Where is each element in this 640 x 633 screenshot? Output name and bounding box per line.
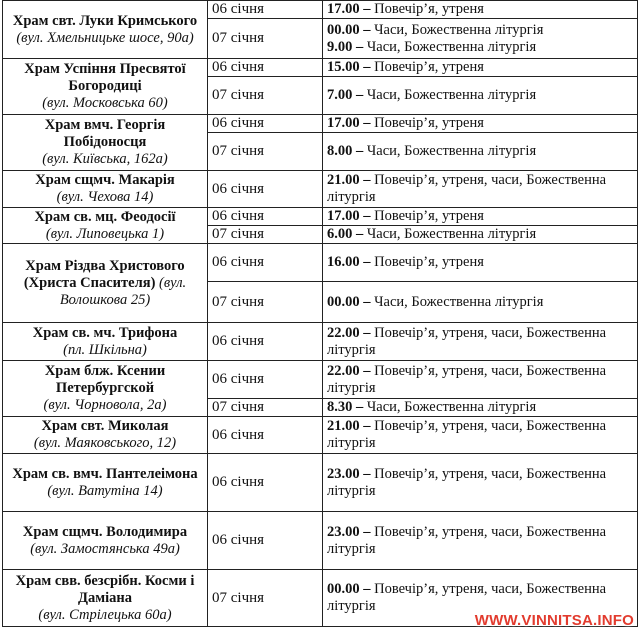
service-text: Часи, Божественна літургія [374, 293, 544, 310]
church-cell [3, 208, 208, 244]
church-address: (вул. Хмельницьке шосе, 90а) [16, 29, 194, 46]
service-entry [327, 1, 633, 18]
service-dash: – [363, 59, 371, 75]
date-cell: 06 січня [208, 1, 323, 19]
church-address: (вул. Чорновола, 2а) [43, 397, 167, 413]
service-dash: – [363, 115, 371, 131]
date-cell: 06 січня [208, 361, 323, 399]
service-entry [327, 208, 633, 225]
service-text: Часи, Божественна літургія [366, 399, 537, 415]
service-time: 00.00 [327, 293, 360, 310]
date-cell: 06 січня [208, 454, 323, 512]
church-address: (вул. Ватутіна 14) [47, 482, 163, 499]
service-entry [327, 87, 633, 104]
service-entry [327, 399, 633, 416]
service-time: 15.00 [327, 59, 360, 75]
service-text: Повечір’я, утреня, часи, Божественна літургія [327, 172, 607, 205]
services-cell [323, 226, 638, 244]
date-cell: 07 січня [208, 399, 323, 417]
schedule-row [3, 361, 638, 399]
church-cell [3, 570, 208, 627]
services-cell [323, 244, 638, 282]
church-address: (вул. Чехова 14) [56, 189, 154, 205]
service-time: 7.00 [327, 87, 353, 103]
services-cell [323, 115, 638, 133]
church-cell [3, 1, 208, 59]
service-time: 23.00 [327, 465, 360, 482]
site-watermark: WWW.VINNITSA.INFO [474, 612, 634, 629]
date-cell: 06 січня [208, 323, 323, 361]
service-time: 21.00 [327, 418, 360, 434]
date-cell: 07 січня [208, 226, 323, 244]
service-time: 8.30 [327, 399, 353, 415]
service-text: Повечір’я, утреня [374, 208, 484, 224]
service-entry [327, 143, 633, 160]
service-text: Повечір’я, утреня, часи, Божественна літургія [327, 362, 607, 396]
church-cell [3, 361, 208, 417]
schedule-row [3, 208, 638, 226]
church-name: Храм свт. Миколая [41, 418, 169, 434]
schedule-row [3, 59, 638, 77]
service-time: 8.00 [327, 143, 353, 159]
services-cell [323, 59, 638, 77]
schedule-row [3, 323, 638, 361]
services-cell [323, 454, 638, 512]
church-address: (вул. Липовецька 1) [45, 225, 165, 242]
date-cell: 06 січня [208, 59, 323, 77]
service-text: Повечір’я, утреня, часи, Божественна літургія [327, 465, 607, 499]
services-cell [323, 512, 638, 570]
service-dash: – [356, 399, 364, 415]
schedule-row [3, 417, 638, 454]
service-entry [327, 524, 633, 558]
services-cell [323, 208, 638, 226]
service-text: Повечір’я, утреня [374, 59, 484, 75]
service-dash: – [363, 293, 371, 310]
service-time: 17.00 [327, 115, 360, 131]
church-name: Храм сщмч. Володимира [22, 523, 188, 540]
service-dash: – [363, 324, 371, 341]
service-entry [327, 581, 633, 615]
services-cell [323, 19, 638, 59]
church-address: (пл. Шкільна) [63, 341, 147, 358]
date-cell: 07 січня [208, 282, 323, 323]
service-time: 22.00 [327, 324, 360, 341]
service-time: 23.00 [327, 523, 360, 540]
services-cell [323, 361, 638, 399]
service-dash: – [356, 226, 364, 242]
service-dash: – [356, 87, 364, 103]
church-address: (вул. Замостянська 49а) [30, 540, 180, 557]
services-cell [323, 282, 638, 323]
date-cell: 07 січня [208, 570, 323, 627]
service-entry [327, 254, 633, 271]
date-cell: 06 січня [208, 417, 323, 454]
church-address: (вул. Московська 60) [42, 95, 168, 111]
service-text: Повечір’я, утреня, часи, Божественна літургія [327, 418, 607, 451]
services-cell [323, 417, 638, 454]
service-entry [327, 22, 633, 39]
service-dash: – [356, 38, 364, 55]
service-dash: – [363, 254, 371, 270]
service-entry [327, 172, 633, 206]
service-dash: – [363, 21, 371, 38]
date-cell: 06 січня [208, 115, 323, 133]
church-cell [3, 323, 208, 361]
church-cell [3, 59, 208, 115]
service-text: Повечір’я, утреня [374, 1, 484, 17]
date-cell: 06 січня [208, 244, 323, 282]
service-time: 22.00 [327, 362, 360, 379]
church-address-prefix: (вул. [159, 274, 187, 291]
service-dash: – [363, 208, 371, 224]
service-dash: – [363, 581, 371, 597]
date-cell: 07 січня [208, 77, 323, 115]
service-entry [327, 226, 633, 243]
date-cell: 06 січня [208, 512, 323, 570]
service-dash: – [363, 465, 371, 482]
church-cell [3, 454, 208, 512]
service-time: 00.00 [327, 21, 360, 38]
service-entry [327, 39, 633, 56]
church-cell [3, 417, 208, 454]
services-cell [323, 77, 638, 115]
service-text: Часи, Божественна літургія [374, 21, 544, 38]
church-name: Храм св. вмч. Пантелеімона [12, 465, 198, 482]
schedule-row [3, 244, 638, 282]
service-entry [327, 466, 633, 500]
service-text: Повечір’я, утреня [374, 254, 484, 270]
schedule-body [3, 1, 638, 627]
church-name: Храм св. мч. Трифона [32, 324, 178, 341]
service-time: 00.00 [327, 581, 360, 597]
church-name: Храм свт. Луки Кримського [12, 12, 198, 29]
service-text: Часи, Божественна літургія [366, 87, 537, 103]
schedule-table [2, 0, 638, 627]
service-text: Повечір’я, утреня, часи, Божественна літургія [327, 581, 607, 614]
schedule-row [3, 454, 638, 512]
service-text: Повечір’я, утреня, часи, Божественна літургія [327, 523, 607, 557]
service-dash: – [363, 172, 371, 188]
service-entry [327, 363, 633, 397]
church-address: Волошкова 25) [59, 291, 151, 308]
service-time: 16.00 [327, 254, 360, 270]
services-cell [323, 1, 638, 19]
service-entry [327, 294, 633, 311]
church-address: (вул. Стрілецька 60а) [38, 606, 172, 623]
service-dash: – [363, 1, 371, 17]
service-dash: – [363, 418, 371, 434]
service-entry [327, 325, 633, 359]
church-name: Храм св. мц. Феодосії [34, 208, 176, 225]
church-address: (вул. Маяковського, 12) [33, 435, 177, 451]
service-dash: – [363, 523, 371, 540]
service-entry [327, 115, 633, 132]
service-time: 6.00 [327, 226, 353, 242]
service-time: 17.00 [327, 208, 360, 224]
church-cell [3, 512, 208, 570]
services-cell [323, 323, 638, 361]
church-name: Храм Успіння Пресвятої Богородиці [24, 61, 186, 94]
service-time: 17.00 [327, 1, 360, 17]
service-text: Повечір’я, утреня, часи, Божественна літургія [327, 324, 607, 358]
service-dash: – [363, 362, 371, 379]
service-time: 9.00 [327, 38, 353, 55]
date-cell: 06 січня [208, 171, 323, 208]
church-name: Храм блж. Ксении Петербургской [44, 363, 166, 396]
church-cell [3, 171, 208, 208]
church-cell [3, 244, 208, 323]
service-entry [327, 418, 633, 452]
church-address: (вул. Київська, 162а) [42, 151, 168, 167]
schedule-row [3, 171, 638, 208]
services-cell [323, 171, 638, 208]
date-cell: 06 січня [208, 208, 323, 226]
church-name: Храм сщмч. Макарія [35, 172, 175, 188]
church-name: Храм вмч. Георгія Побідоносця [44, 117, 166, 150]
service-text: Часи, Божественна літургія [366, 143, 537, 159]
church-name: Храм свв. безсрібн. Косми і Даміана [15, 572, 195, 606]
date-cell: 07 січня [208, 19, 323, 59]
schedule-row [3, 512, 638, 570]
church-cell [3, 115, 208, 171]
services-cell [323, 399, 638, 417]
schedule-row [3, 115, 638, 133]
service-text: Повечір’я, утреня [374, 115, 484, 131]
church-name: Храм Різдва Христового (Христа Спасителя) [23, 257, 185, 291]
service-dash: – [356, 143, 364, 159]
service-entry [327, 59, 633, 76]
service-time: 21.00 [327, 172, 360, 188]
service-text: Часи, Божественна літургія [366, 38, 537, 55]
service-text: Часи, Божественна літургія [366, 226, 537, 242]
date-cell: 07 січня [208, 133, 323, 171]
services-cell [323, 133, 638, 171]
schedule-row [3, 1, 638, 19]
